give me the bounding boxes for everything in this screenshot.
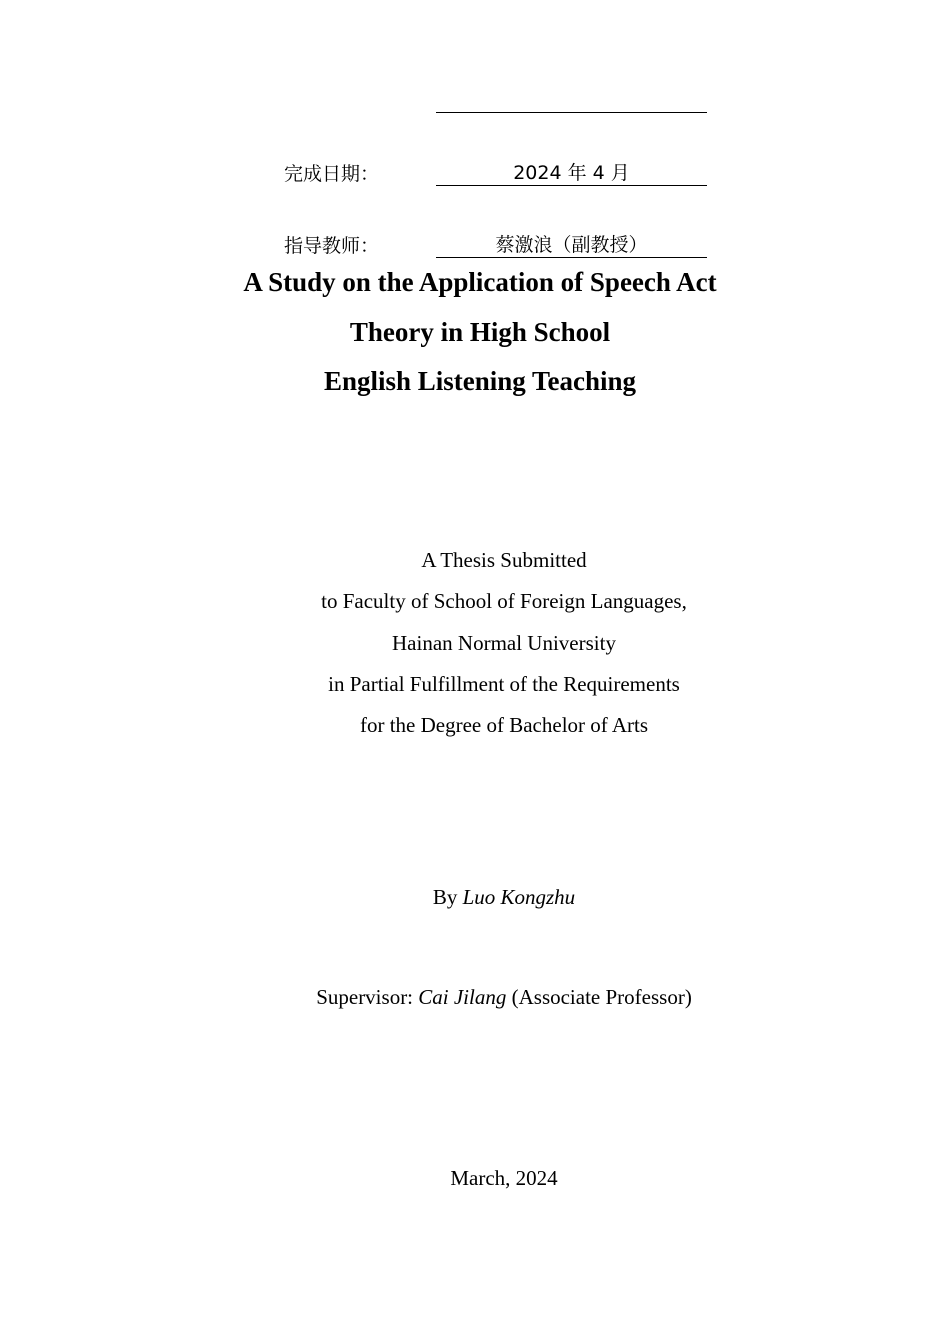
thesis-line-1: A Thesis Submitted [421,548,587,572]
supervisor-rank: (Associate Professor) [511,985,692,1009]
supervisor-name: Cai Jilang [418,985,507,1009]
completion-date-label: 完成日期： [284,163,380,185]
blank-fill-line [436,112,707,113]
thesis-line-2: to Faculty of School of Foreign Languages, [321,589,687,614]
author-prefix: By [432,885,458,909]
thesis-line-5: for the Degree of Bachelor of Arts [359,713,649,738]
title-line-1: A Study on the Application of Speech Act [243,267,717,297]
supervisor-line [0,982,950,1012]
title-line-3: English Listening Teaching [323,366,637,396]
thesis-statement [0,540,950,746]
completion-date-row [284,161,714,187]
thesis-title [0,258,950,407]
advisor-row [284,233,714,259]
completion-date-value: 2024 年 4 月 [436,161,707,186]
submission-date: March, 2024 [450,1166,558,1190]
thesis-line-3: Hainan Normal University [392,630,616,655]
supervisor-label: Supervisor: [316,985,414,1009]
author-name: Luo Kongzhu [462,885,576,909]
author-line [0,882,950,912]
advisor-value: 蔡激浪（副教授） [436,233,707,258]
thesis-line-4: in Partial Fulfillment of the Requirements [328,671,680,696]
advisor-label: 指导教师： [284,235,380,257]
title-line-2: Theory in High School [349,316,611,347]
